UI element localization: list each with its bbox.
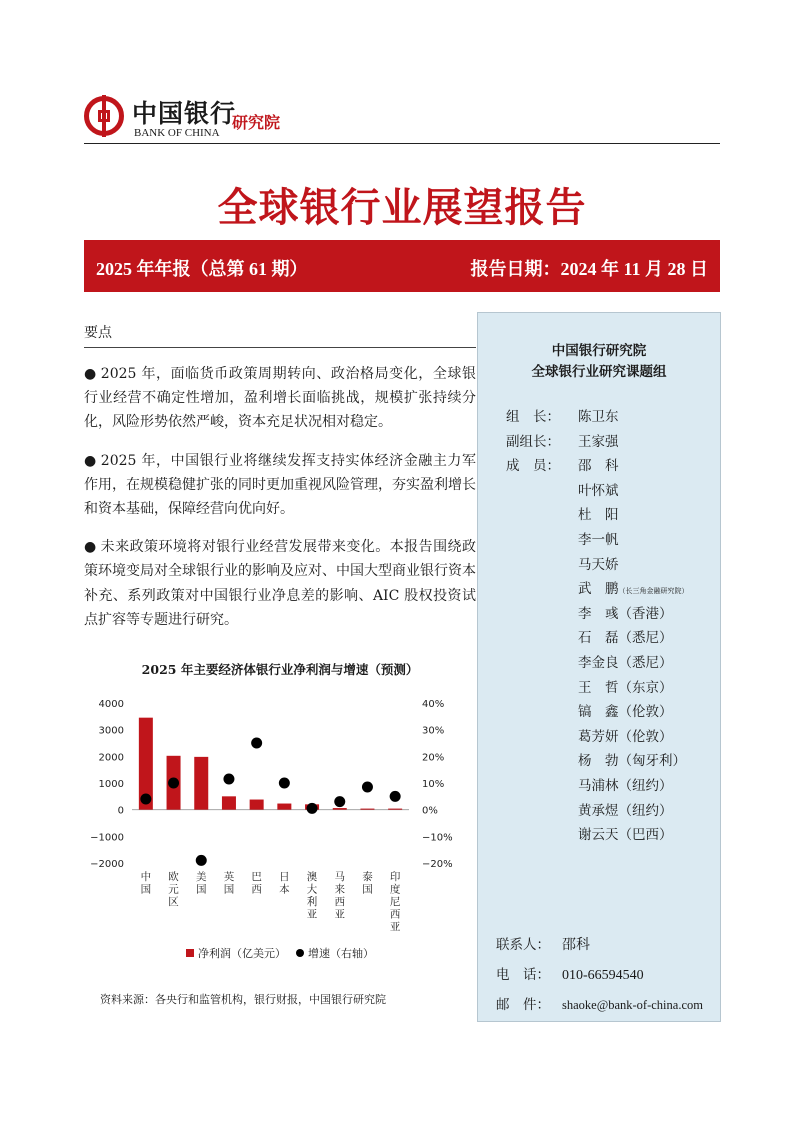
legend-bar-swatch-icon [186, 949, 194, 957]
legend-bar-label: 净利润（亿美元） [198, 947, 286, 960]
member-name: 石 磊 [578, 630, 619, 647]
growth-rate-dot [140, 794, 151, 805]
net-profit-bar [250, 800, 264, 810]
legend-dot-label: 增速（右轴） [308, 947, 374, 960]
member-name: 陈卫东 [578, 409, 619, 425]
member-name: 李 彧 [578, 605, 619, 622]
member-location: （纽约） [618, 802, 673, 819]
report-title: 全球银行业展望报告 [217, 185, 587, 231]
left-axis-tick-label: −1000 [90, 832, 124, 844]
member-name: 镐 鑫 [578, 704, 619, 721]
net-profit-bar [333, 808, 347, 810]
member-row [506, 528, 619, 552]
contact-key: 联系人： [496, 937, 550, 953]
issue-banner [84, 240, 720, 292]
member-location: （巴西） [618, 827, 673, 844]
member-row [506, 577, 689, 601]
category-label: 美国 [196, 871, 207, 896]
right-axis-tick-label: 40% [422, 699, 445, 710]
member-name: 马浦林 [578, 778, 619, 794]
research-team-sidebar [477, 312, 721, 1022]
growth-rate-dot [334, 796, 345, 807]
right-axis-tick-label: 20% [422, 752, 445, 764]
category-label: 澳大利亚 [306, 871, 318, 921]
member-name: 王 哲 [578, 679, 619, 696]
member-name: 李一帆 [578, 532, 619, 548]
section-heading: 要点 [84, 316, 476, 348]
summary-bullet: ● 2025 年，中国银行业将继续发挥支持实体经济金融主力军作用，在规模稳健扩张的同时更加重视风险管理，夯实盈利增长和资本基础，保障经营向优向好。 [84, 452, 477, 518]
net-profit-bar [277, 804, 291, 810]
bank-of-china-logo-icon [84, 96, 124, 136]
category-label: 印度尼西亚 [389, 871, 401, 933]
member-name: 马天娇 [578, 556, 619, 573]
member-row [506, 626, 673, 650]
left-axis-tick-label: 2000 [98, 752, 124, 764]
member-location: （匈牙利） [618, 753, 686, 770]
contact-value: 010-66594540 [562, 968, 644, 983]
summary-bullet: ● 未来政策环境将对银行业经营发展带来变化。本报告围绕政策环境变局对全球银行业的影响及应对、中国大型商业银行资本补充、系列政策对中国银行业净息差的影响、AIC 股权投资试点扩容等专题进行研究。 [84, 539, 476, 628]
member-location: （伦敦） [618, 704, 673, 721]
net-profit-bar [360, 809, 374, 810]
contact-row [496, 993, 703, 1013]
member-role: 副组长： [506, 433, 560, 450]
right-axis-tick-label: 30% [422, 725, 445, 737]
logo-chinese-name: 中国银行 [132, 99, 237, 128]
bullet-dot-icon: ● [84, 539, 97, 556]
category-label: 巴西 [251, 871, 262, 896]
member-row [506, 823, 673, 847]
member-role: 成 员： [506, 458, 560, 475]
member-row [506, 553, 619, 577]
contact-row [496, 963, 644, 984]
growth-rate-dot [390, 791, 401, 802]
growth-rate-dot [279, 778, 290, 789]
sidebar-title: 中国银行研究院 全球银行业研究课题组 [531, 343, 667, 380]
member-row [506, 454, 619, 478]
left-axis-tick-label: 3000 [98, 725, 124, 737]
member-row [506, 749, 686, 773]
left-axis-tick-label: 1000 [98, 779, 124, 790]
member-location: （纽约） [618, 778, 673, 794]
logo-institute: 研究院 [232, 113, 281, 132]
category-label: 马来西亚 [334, 871, 345, 921]
report-date: 报告日期：2024 年 11 月 28 日 [470, 259, 708, 279]
growth-rate-dot [307, 803, 318, 814]
category-label: 日本 [279, 871, 290, 896]
contact-value: 邵科 [562, 938, 590, 953]
growth-rate-dot [196, 855, 207, 866]
growth-rate-dot [168, 778, 179, 789]
left-axis-tick-label: −2000 [90, 859, 124, 870]
net-profit-chart [84, 690, 476, 940]
net-profit-bar [222, 796, 236, 809]
summary-bullet: ● 2025 年，面临货币政策周期转向、政治格局变化，全球银行业经营不确定性增加，盈利增长面临挑战，规模扩张持续分化，风险形势依然严峻，资本充足状况相对稳定。 [84, 366, 477, 431]
member-name: 李金良 [578, 655, 619, 671]
logo-english-name: BANK OF CHINA [134, 127, 220, 139]
member-role: 组 长： [506, 409, 560, 425]
issue-number: 2025 年年报（总第 61 期） [96, 259, 308, 279]
member-name: 黄承煜 [578, 802, 619, 819]
member-name: 王家强 [578, 433, 619, 450]
growth-rate-dot [362, 782, 373, 793]
member-row [506, 651, 673, 675]
category-label: 中国 [140, 871, 152, 896]
member-name: 杜 阳 [578, 507, 619, 524]
right-axis-tick-label: −20% [422, 859, 453, 870]
member-location: （东京） [618, 679, 673, 696]
member-name: 武 鹏 [578, 581, 619, 598]
member-row [506, 676, 673, 700]
right-axis-tick-label: 10% [422, 779, 445, 790]
chart-source: 资料来源：各央行和监管机构，银行财报，中国银行研究院 [100, 993, 386, 1006]
summary-section [84, 316, 476, 632]
right-axis-tick-label: −10% [422, 832, 453, 844]
chart-legend [84, 945, 476, 961]
member-row [506, 430, 619, 454]
member-row [506, 774, 673, 798]
category-label: 欧元区 [168, 871, 179, 908]
member-row [506, 700, 673, 724]
contact-key: 电 话： [496, 967, 550, 983]
member-location: （悉尼） [618, 655, 673, 671]
member-name: 叶怀斌 [578, 482, 619, 499]
net-profit-bar [194, 757, 208, 810]
member-location: （悉尼） [618, 630, 673, 647]
contact-row [496, 933, 590, 954]
member-name: 邵 科 [578, 458, 619, 475]
member-name: 葛芳妍 [578, 728, 619, 745]
member-row [506, 602, 673, 626]
member-name: 谢云天 [578, 827, 619, 844]
category-label: 泰国 [362, 871, 373, 896]
legend-dot-swatch-icon [296, 949, 304, 957]
member-location: （伦敦） [618, 728, 673, 745]
contact-key: 邮 件： [496, 997, 550, 1013]
report-header [84, 92, 720, 144]
left-axis-tick-label: 4000 [98, 699, 124, 710]
member-location: （香港） [618, 605, 673, 622]
left-axis-tick-label: 0 [117, 805, 124, 817]
right-axis-tick-label: 0% [422, 805, 438, 817]
net-profit-bar [388, 809, 402, 810]
member-row [506, 799, 673, 823]
bullet-dot-icon: ● [84, 366, 97, 382]
contact-value: shaoke@bank-of-china.com [562, 998, 703, 1012]
category-label: 英国 [223, 871, 235, 896]
member-location: （长三角金融研究院） [618, 587, 689, 596]
bullet-dot-icon: ● [84, 452, 97, 469]
member-row [506, 405, 619, 429]
member-row [506, 503, 619, 527]
chart-title: 2025 年主要经济体银行业净利润与增速（预测） [141, 662, 419, 677]
growth-rate-dot [251, 738, 262, 749]
member-name: 杨 勃 [578, 753, 619, 770]
member-row [506, 479, 619, 503]
member-row [506, 725, 673, 749]
growth-rate-dot [223, 774, 234, 785]
